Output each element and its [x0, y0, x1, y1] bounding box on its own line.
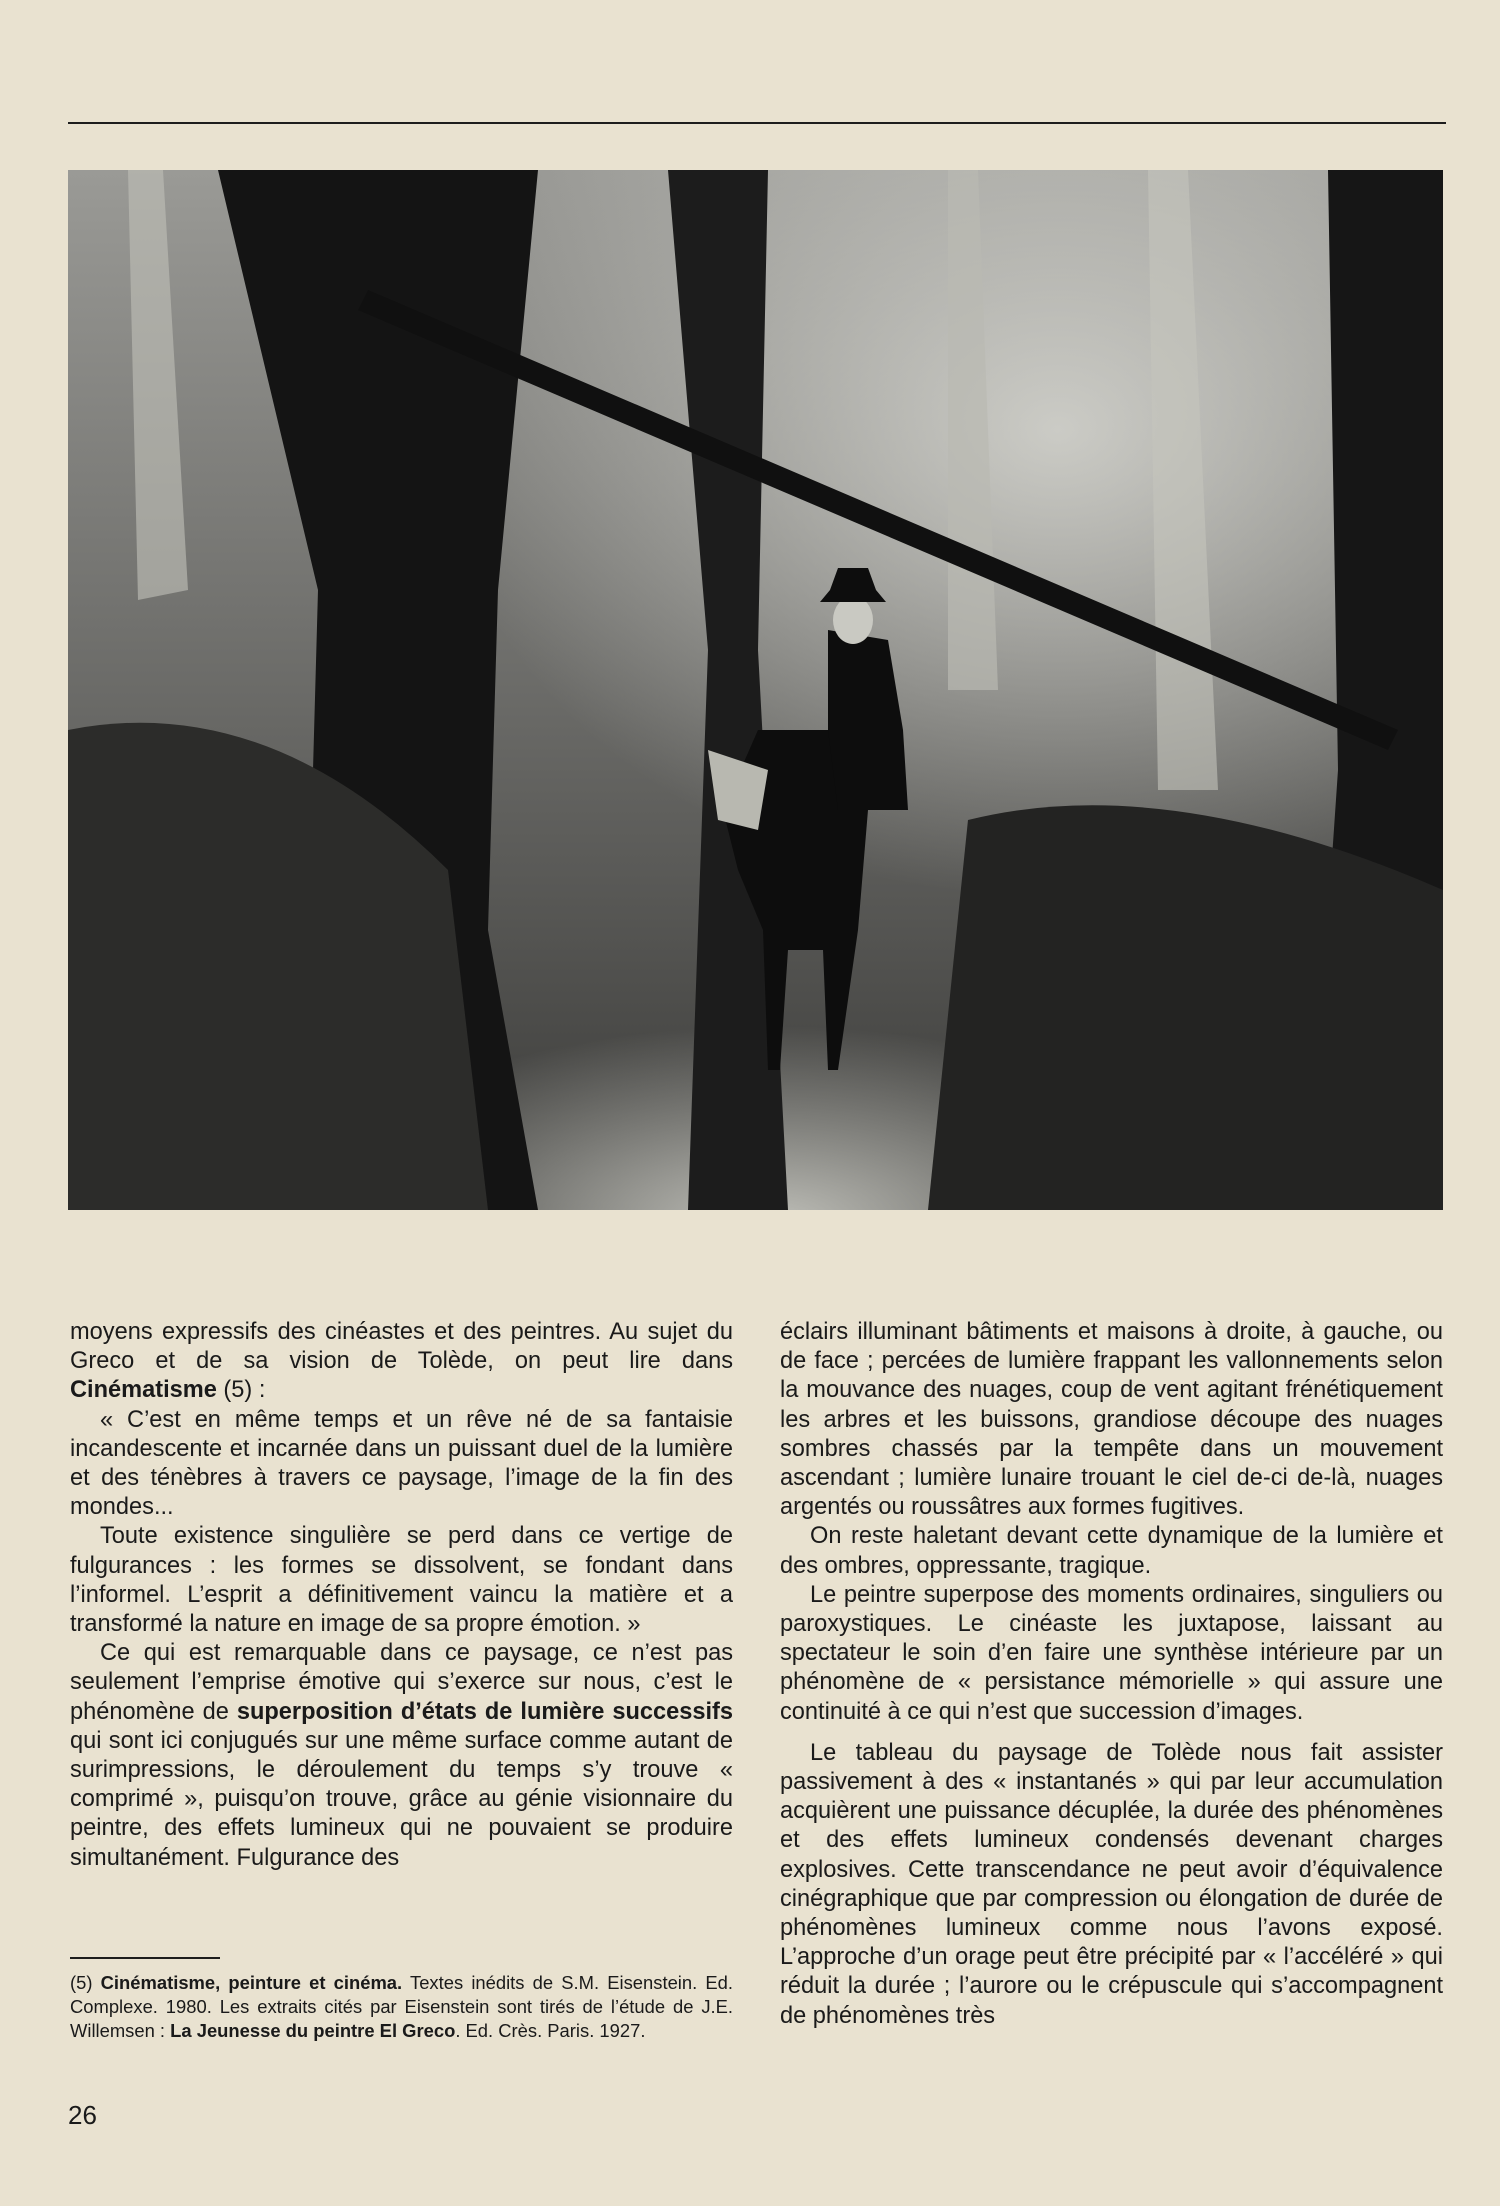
body-paragraph: Ce qui est remarquable dans ce paysage, ce n’est pas seulement l’emprise émotive qui s’exerce sur nous, c’est le phénomène de superposition d’états de lumière successifs qui sont ici conjugués sur une même surface comme autant de surimpressions, le déroulement du temps s’y trouve « comprimé », puisqu’on trouve, grâce au génie visionnaire du peintre, des effets lumineux qui ne pouvaient se produire simultanément. Fulgurance des — [70, 1640, 733, 1871]
body-paragraph: éclairs illuminant bâtiments et maisons à droite, à gauche, ou de face ; percées de lumière frappant les vallonnements selon la mouvance des nuages, coup de vent agitant frénétiquement les arbres et les buissons, grandiose découpe des nuages sombres chassés par la tempête dans un mouvement ascendant ; lumière lunaire trouant le ciel de-ci de-là, nuages argentés ou roussâtres aux formes fugitives. — [780, 1319, 1443, 1521]
body-paragraph: Le tableau du paysage de Tolède nous fait assister passivement à des « instantanés » qui par leur accumulation acquièrent une puissance décuplée, la durée des phénomènes et des effets lumineux condensés devenant charges explosives. Cette transcendance ne peut avoir d’équivalence cinégraphique que par compression ou élongation de durée de phénomènes lumineux comme nous l’avons exposé. L’approche d’un orage peut être précipité par « l’accéléré » qui réduit la durée ; l’aurore ou le crépuscule qui s’accompagnent de phénomènes très — [780, 1739, 1443, 2029]
left-paragraph: moyens expressifs des cinéastes et des peintres. Au sujet du Greco et de sa vision de Tolède, on peut lire dans Cinématisme (5) : — [70, 1319, 733, 1404]
right-column — [780, 1318, 1443, 2031]
body-paragraph: Le peintre superpose des moments ordinaires, singuliers ou paroxystiques. Le cinéaste les juxtapose, laissant au spectateur le soin d’en faire une synthèse intérieure par un phénomène de « persistance mémorielle » qui assure une continuité à ce qui n’est que succession d’images. — [780, 1581, 1443, 1725]
top-rule — [68, 122, 1446, 124]
quote-paragraph: « C’est en même temps et un rêve né de sa fantaisie incandescente et incarnée dans un puissant duel de la lumière et des ténèbres à travers ce paysage, l’image de la fin des mondes... — [70, 1406, 733, 1521]
footnote-rule — [70, 1957, 220, 1959]
page-number: 26 — [68, 2100, 97, 2130]
film-still-horseman-in-forest-image — [68, 170, 1443, 1210]
film-still-photo — [68, 170, 1443, 1210]
body-paragraph: On reste haletant devant cette dynamique de la lumière et des ombres, oppressante, tragique. — [780, 1523, 1443, 1579]
footnote: (5) Cinématisme, peinture et cinéma. Textes inédits de S.M. Eisenstein. Ed. Complexe. 1980. Les extraits cités par Eisenstein sont tirés de l’étude de J.E. Willemsen : La Jeunesse du peintre El Greco. Ed. Crès. Paris. 1927. — [70, 1972, 733, 2041]
quote-paragraph: Toute existence singulière se perd dans ce vertige de fulgurances : les formes se dissolvent, se fondant dans l’informel. L’esprit a définitivement vaincu la matière et a transformé la nature en image de sa propre émotion. » — [70, 1523, 733, 1638]
left-column — [70, 1318, 733, 1873]
